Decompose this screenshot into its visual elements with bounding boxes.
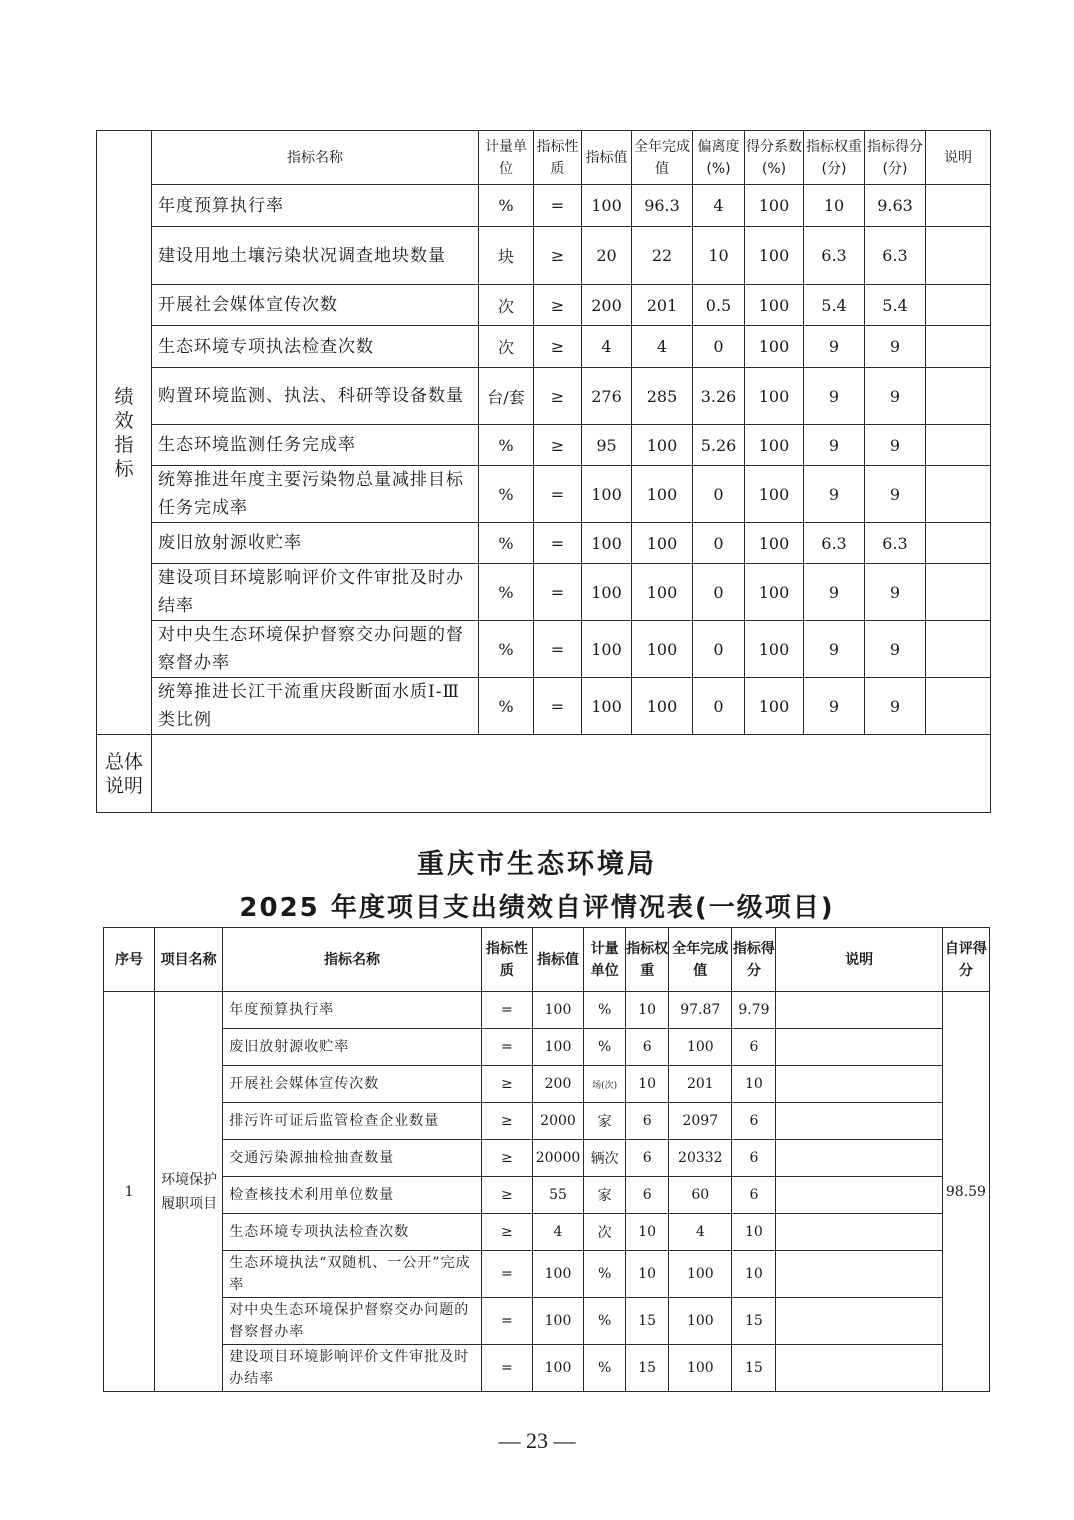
cell-name: 统筹推进年度主要污染物总量减排目标任务完成率: [152, 466, 479, 523]
cell-nature: =: [534, 185, 582, 227]
cell-name: 购置环境监测、执法、科研等设备数量: [152, 368, 479, 425]
header-self-score: 自评得分: [942, 928, 989, 992]
cell-score: 9: [865, 564, 926, 621]
cell-target: 95: [582, 425, 632, 466]
cell-target: 276: [582, 368, 632, 425]
table-row: [104, 1214, 990, 1251]
cell-note: [776, 1140, 942, 1177]
cell-name: 开展社会媒体宣传次数: [223, 1066, 482, 1103]
cell-actual: 97.87: [669, 992, 732, 1029]
cell-note: [776, 1029, 942, 1066]
cell-target: 100: [582, 466, 632, 523]
cell-note: [926, 564, 991, 621]
performance-indicator-table: [96, 130, 991, 813]
cell-name: 对中央生态环境保护督察交办问题的督察督办率: [152, 621, 479, 678]
cell-target: 2000: [532, 1103, 583, 1140]
cell-target: 100: [582, 523, 632, 564]
header-score: 指标得分: [732, 928, 776, 992]
table-row: [97, 621, 991, 678]
cell-deviation: 0: [693, 678, 745, 735]
cell-unit: 家: [584, 1103, 626, 1140]
cell-score: 15: [732, 1298, 776, 1345]
cell-name: 建设项目环境影响评价文件审批及时办结率: [223, 1345, 482, 1392]
cell-coef: 100: [745, 523, 804, 564]
cell-coef: 100: [745, 621, 804, 678]
header-nature: 指标性质: [534, 131, 582, 185]
cell-note: [926, 466, 991, 523]
header-actual: 全年完成值: [632, 131, 693, 185]
cell-actual: 100: [632, 621, 693, 678]
summary-row: [97, 735, 991, 813]
cell-weight: 6.3: [804, 523, 865, 564]
header-unit: 计量单位: [479, 131, 534, 185]
header-deviation: 偏离度(%): [693, 131, 745, 185]
cell-actual: 100: [669, 1345, 732, 1392]
cell-name: 生态环境执法“双随机、一公开”完成率: [223, 1251, 482, 1298]
cell-note: [776, 1177, 942, 1214]
cell-actual: 100: [632, 523, 693, 564]
cell-note: [776, 992, 942, 1029]
cell-weight: 10: [626, 992, 669, 1029]
cell-seq: 1: [104, 992, 155, 1392]
cell-weight: 6: [626, 1029, 669, 1066]
cell-coef: 100: [745, 326, 804, 368]
cell-nature: ≥: [481, 1177, 532, 1214]
cell-score: 9.79: [732, 992, 776, 1029]
table-row: [97, 425, 991, 466]
cell-actual: 22: [632, 227, 693, 285]
cell-note: [926, 227, 991, 285]
cell-name: 开展社会媒体宣传次数: [152, 285, 479, 326]
cell-coef: 100: [745, 466, 804, 523]
cell-unit: 场(次): [584, 1066, 626, 1103]
cell-actual: 20332: [669, 1140, 732, 1177]
cell-score: 9: [865, 466, 926, 523]
cell-note: [926, 523, 991, 564]
cell-nature: ≥: [481, 1214, 532, 1251]
cell-weight: 15: [626, 1298, 669, 1345]
cell-coef: 100: [745, 368, 804, 425]
cell-actual: 2097: [669, 1103, 732, 1140]
cell-target: 100: [532, 992, 583, 1029]
cell-nature: =: [534, 564, 582, 621]
cell-name: 年度预算执行率: [152, 185, 479, 227]
cell-name: 建设项目环境影响评价文件审批及时办结率: [152, 564, 479, 621]
cell-target: 100: [532, 1345, 583, 1392]
cell-target: 4: [532, 1214, 583, 1251]
cell-nature: ≥: [534, 368, 582, 425]
table-row: [104, 1029, 990, 1066]
cell-actual: 100: [632, 466, 693, 523]
cell-note: [776, 1251, 942, 1298]
cell-actual: 4: [669, 1214, 732, 1251]
cell-deviation: 0: [693, 466, 745, 523]
cell-weight: 10: [626, 1066, 669, 1103]
cell-unit: %: [584, 1345, 626, 1392]
header-unit: 计量单位: [584, 928, 626, 992]
cell-name: 建设用地土壤污染状况调查地块数量: [152, 227, 479, 285]
cell-unit: %: [479, 523, 534, 564]
header-seq: 序号: [104, 928, 155, 992]
cell-target: 100: [582, 621, 632, 678]
table-row: [97, 678, 991, 735]
header-weight: 指标权重: [626, 928, 669, 992]
cell-actual: 100: [632, 564, 693, 621]
cell-unit: 次: [479, 326, 534, 368]
cell-actual: 100: [632, 678, 693, 735]
cell-name: 对中央生态环境保护督察交办问题的督察督办率: [223, 1298, 482, 1345]
cell-target: 20000: [532, 1140, 583, 1177]
table-header-row: [97, 131, 991, 185]
cell-target: 100: [582, 185, 632, 227]
cell-note: [776, 1345, 942, 1392]
cell-nature: ≥: [534, 227, 582, 285]
cell-deviation: 5.26: [693, 425, 745, 466]
cell-deviation: 0.5: [693, 285, 745, 326]
cell-unit: 台/套: [479, 368, 534, 425]
cell-nature: =: [481, 1029, 532, 1066]
header-project: 项目名称: [155, 928, 223, 992]
table-row: [104, 1177, 990, 1214]
header-weight: 指标权重(分): [804, 131, 865, 185]
cell-deviation: 0: [693, 326, 745, 368]
cell-weight: 9: [804, 678, 865, 735]
cell-deviation: 0: [693, 523, 745, 564]
cell-name: 年度预算执行率: [223, 992, 482, 1029]
table-row: [97, 564, 991, 621]
cell-unit: %: [584, 1298, 626, 1345]
cell-nature: ≥: [534, 425, 582, 466]
cell-weight: 9: [804, 466, 865, 523]
cell-actual: 201: [632, 285, 693, 326]
cell-name: 交通污染源抽检抽查数量: [223, 1140, 482, 1177]
cell-score: 6.3: [865, 227, 926, 285]
cell-actual: 100: [669, 1251, 732, 1298]
cell-self-score: 98.59: [942, 992, 989, 1392]
cell-score: 9: [865, 678, 926, 735]
cell-note: [926, 621, 991, 678]
cell-actual: 4: [632, 326, 693, 368]
cell-name: 检查核技术利用单位数量: [223, 1177, 482, 1214]
cell-weight: 9: [804, 621, 865, 678]
cell-unit: 家: [584, 1177, 626, 1214]
cell-score: 9: [865, 368, 926, 425]
header-score: 指标得分(分): [865, 131, 926, 185]
cell-project-name: 环境保护履职项目: [155, 992, 223, 1392]
cell-coef: 100: [745, 678, 804, 735]
cell-coef: 100: [745, 227, 804, 285]
cell-unit: 块: [479, 227, 534, 285]
cell-actual: 100: [669, 1029, 732, 1066]
cell-actual: 100: [669, 1298, 732, 1345]
table-row: [97, 466, 991, 523]
cell-target: 100: [582, 564, 632, 621]
cell-target: 100: [532, 1029, 583, 1066]
cell-unit: %: [479, 425, 534, 466]
cell-unit: %: [479, 621, 534, 678]
cell-weight: 9: [804, 425, 865, 466]
table-row: [104, 1298, 990, 1345]
cell-note: [776, 1103, 942, 1140]
report-table-title: 2025 年度项目支出绩效自评情况表(一级项目): [239, 893, 835, 923]
cell-nature: ≥: [481, 1140, 532, 1177]
header-name: 指标名称: [223, 928, 482, 992]
header-nature: 指标性质: [481, 928, 532, 992]
cell-nature: =: [534, 523, 582, 564]
cell-deviation: 10: [693, 227, 745, 285]
cell-coef: 100: [745, 425, 804, 466]
cell-unit: 辆次: [584, 1140, 626, 1177]
cell-target: 100: [532, 1251, 583, 1298]
table-row: [104, 1345, 990, 1392]
cell-weight: 10: [804, 185, 865, 227]
cell-note: [776, 1214, 942, 1251]
cell-nature: =: [534, 621, 582, 678]
cell-actual: 100: [632, 425, 693, 466]
cell-weight: 9: [804, 326, 865, 368]
cell-name: 生态环境专项执法检查次数: [223, 1214, 482, 1251]
side-label-cell: [97, 131, 152, 735]
cell-target: 100: [582, 678, 632, 735]
cell-coef: 100: [745, 564, 804, 621]
summary-label: [97, 735, 152, 813]
cell-nature: =: [534, 678, 582, 735]
cell-nature: ≥: [534, 326, 582, 368]
cell-score: 6: [732, 1103, 776, 1140]
side-label: 绩效指标: [114, 385, 134, 480]
cell-unit: %: [584, 1251, 626, 1298]
cell-unit: %: [479, 564, 534, 621]
report-org-title: 重庆市生态环境局: [417, 849, 657, 880]
cell-score: 5.4: [865, 285, 926, 326]
header-name: 指标名称: [152, 131, 479, 185]
cell-deviation: 3.26: [693, 368, 745, 425]
cell-coef: 100: [745, 285, 804, 326]
cell-nature: ≥: [481, 1066, 532, 1103]
cell-coef: 100: [745, 185, 804, 227]
cell-name: 生态环境监测任务完成率: [152, 425, 479, 466]
cell-score: 6: [732, 1140, 776, 1177]
cell-deviation: 4: [693, 185, 745, 227]
header-coef: 得分系数(%): [745, 131, 804, 185]
table-row: [97, 285, 991, 326]
cell-target: 20: [582, 227, 632, 285]
cell-nature: =: [481, 1298, 532, 1345]
table-row: [97, 185, 991, 227]
project-self-evaluation-table: [103, 927, 990, 1392]
cell-target: 4: [582, 326, 632, 368]
cell-nature: ≥: [534, 285, 582, 326]
cell-name: 统筹推进长江干流重庆段断面水质Ⅰ-Ⅲ类比例: [152, 678, 479, 735]
cell-unit: %: [479, 678, 534, 735]
cell-nature: =: [481, 1251, 532, 1298]
cell-unit: %: [479, 466, 534, 523]
cell-score: 6: [732, 1177, 776, 1214]
cell-note: [926, 368, 991, 425]
cell-score: 10: [732, 1214, 776, 1251]
cell-score: 9.63: [865, 185, 926, 227]
table-header-row: [104, 928, 990, 992]
cell-note: [776, 1298, 942, 1345]
table-row: [104, 1066, 990, 1103]
header-actual: 全年完成值: [669, 928, 732, 992]
cell-target: 200: [582, 285, 632, 326]
table-row: [97, 368, 991, 425]
cell-note: [776, 1066, 942, 1103]
page-number: — 23 —: [498, 1428, 576, 1453]
cell-weight: 15: [626, 1345, 669, 1392]
table-row: [97, 326, 991, 368]
cell-score: 9: [865, 326, 926, 368]
cell-weight: 10: [626, 1251, 669, 1298]
cell-note: [926, 326, 991, 368]
cell-unit: 次: [584, 1214, 626, 1251]
cell-unit: %: [479, 185, 534, 227]
header-note: 说明: [926, 131, 991, 185]
header-target: 指标值: [582, 131, 632, 185]
cell-target: 200: [532, 1066, 583, 1103]
cell-score: 10: [732, 1066, 776, 1103]
cell-actual: 285: [632, 368, 693, 425]
cell-actual: 201: [669, 1066, 732, 1103]
cell-target: 55: [532, 1177, 583, 1214]
cell-weight: 6: [626, 1140, 669, 1177]
cell-weight: 6.3: [804, 227, 865, 285]
cell-actual: 96.3: [632, 185, 693, 227]
cell-score: 9: [865, 621, 926, 678]
cell-score: 10: [732, 1251, 776, 1298]
cell-weight: 9: [804, 564, 865, 621]
cell-target: 100: [532, 1298, 583, 1345]
cell-nature: =: [481, 992, 532, 1029]
cell-weight: 6: [626, 1177, 669, 1214]
cell-nature: =: [534, 466, 582, 523]
cell-deviation: 0: [693, 564, 745, 621]
cell-deviation: 0: [693, 621, 745, 678]
cell-weight: 10: [626, 1214, 669, 1251]
cell-weight: 9: [804, 368, 865, 425]
cell-score: 6: [732, 1029, 776, 1066]
cell-name: 排污许可证后监管检查企业数量: [223, 1103, 482, 1140]
cell-weight: 6: [626, 1103, 669, 1140]
cell-note: [926, 285, 991, 326]
cell-name: 废旧放射源收贮率: [223, 1029, 482, 1066]
cell-actual: 60: [669, 1177, 732, 1214]
table-row: [97, 523, 991, 564]
header-note: 说明: [776, 928, 942, 992]
cell-name: 废旧放射源收贮率: [152, 523, 479, 564]
cell-nature: ≥: [481, 1103, 532, 1140]
cell-note: [926, 185, 991, 227]
table-row: [104, 1103, 990, 1140]
summary-label-text: 总体说明: [104, 750, 143, 797]
cell-score: 6.3: [865, 523, 926, 564]
table-row: [104, 1140, 990, 1177]
table-row: [104, 1251, 990, 1298]
cell-unit: %: [584, 1029, 626, 1066]
cell-note: [926, 678, 991, 735]
cell-note: [926, 425, 991, 466]
cell-unit: %: [584, 992, 626, 1029]
cell-nature: =: [481, 1345, 532, 1392]
table-row: [104, 992, 990, 1029]
summary-text: [152, 735, 991, 813]
cell-unit: 次: [479, 285, 534, 326]
cell-weight: 5.4: [804, 285, 865, 326]
header-target: 指标值: [532, 928, 583, 992]
table-row: [97, 227, 991, 285]
cell-score: 15: [732, 1345, 776, 1392]
cell-name: 生态环境专项执法检查次数: [152, 326, 479, 368]
cell-score: 9: [865, 425, 926, 466]
